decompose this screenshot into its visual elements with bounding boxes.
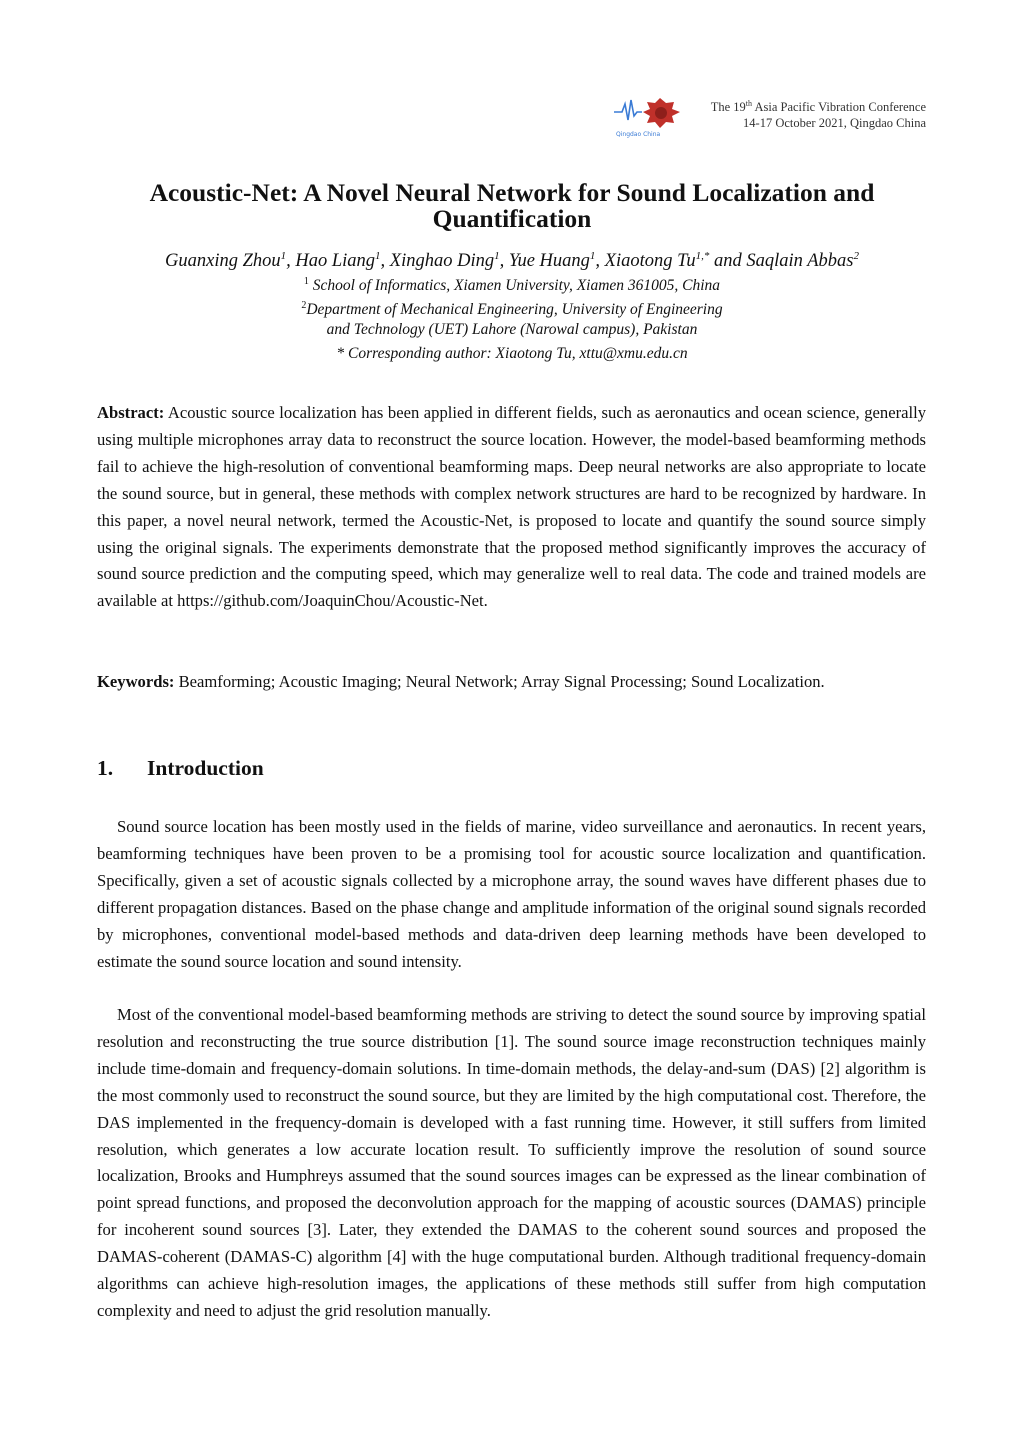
author: Yue Huang$^1$, bbox=[508, 250, 605, 272]
conference-date: 14-17 October 2021, Qingdao China bbox=[743, 116, 926, 131]
corresponding-author: * Corresponding author: Xiaotong Tu, xttu@xmu.edu.cn bbox=[336, 345, 688, 362]
section-number: 1. bbox=[97, 756, 114, 780]
logo-caption: Qingdao China bbox=[616, 131, 661, 138]
conference-name: The 19th Asia Pacific Vibration Conference bbox=[710, 99, 926, 115]
intro-paragraph-1: Sound source location has been mostly used in the fields of marine, video surveillance and aeronautics. In recent years, beamforming techniques have been proven to be a promising tool for acoustic source localization and quantification. Specifically, given a set of acoustic signals collected by a microphone array, the sound waves have different phases due to different propagation distances. Based on the phase change and amplitude information of the original sound signals recorded by microphones, conventional model-based methods and data-driven deep learning methods have been developed to estimate the sound source location and sound intensity. bbox=[97, 817, 926, 971]
affiliation-2-continued: and Technology (UET) Lahore (Narowal campus), Pakistan bbox=[326, 321, 698, 338]
intro-paragraph-2: Most of the conventional model-based beamforming methods are striving to detect the sound source by improving spatial resolution and reconstructing the true source distribution [1]. The sound source image reconstruction techniques mainly include time-domain and frequency-domain solutions. In time-domain methods, the delay-and-sum (DAS) [2] algorithm is the most commonly used to reconstruct the sound source, but they are limited by the high computational cost. Therefore, the DAS implemented in the frequency-domain is developed with a fast running time. However, it still suffers from limited resolution, which generates a low accurate location result. To sufficiently improve the resolution of sound source localization, Brooks and Humphreys assumed that the sound sources images can be expressed as the linear combination of point spread functions, and proposed the deconvolution approach for the mapping of acoustic sources (DAMAS) principle for incoherent sound sources [3]. Later, they extended the DAMAS to the coherent sound sources and proposed the DAMAS-coherent (DAMAS-C) algorithm [4] with the huge computational burden. Although traditional frequency-domain algorithms can achieve high-resolution images, the applications of these methods still suffer from high computation complexity and need to adjust the grid resolution manually. bbox=[97, 1005, 926, 1320]
author: Xiaotong $Tu^{1,*}$ and bbox=[604, 250, 747, 272]
author-list bbox=[60, 244, 964, 273]
keywords-text: Beamforming; Acoustic Imaging; Neural Network; Array Signal Processing; Sound Localization. bbox=[174, 672, 825, 691]
affiliation-2: $^2$Department of Mechanical Engineering, University of Engineering bbox=[301, 300, 723, 319]
author: Hao Liang$^1$, bbox=[295, 250, 390, 272]
affiliation-1: $^1$ School of Informatics, Xiamen University, Xiamen 361005, China bbox=[303, 276, 721, 295]
abstract bbox=[97, 400, 926, 615]
conference-logo-icon bbox=[612, 94, 688, 140]
author: Xinghao Ding$^1$, bbox=[389, 250, 509, 272]
author: Saqlain Abbas$^2$ bbox=[746, 250, 859, 272]
section-title: Introduction bbox=[147, 756, 264, 780]
keywords bbox=[97, 669, 926, 696]
abstract-text: Acoustic source localization has been applied in different fields, such as aeronautics and ocean science, generally using multiple microphones array data to reconstruct the source location. However, the model-based beamforming methods fail to achieve the high-resolution of conventional beamforming maps. Deep neural networks are also appropriate to locate the sound source, but in general, these methods with complex network structures are hard to be recognized by hardware. In this paper, a novel neural network, termed the Acoustic-Net, is proposed to locate and quantify the sound source simply using the original signals. The experiments demonstrate that the proposed method significantly improves the accuracy of sound source prediction and the computing speed, which may generalize well to real data. The code and trained models are available at https://github.com/JoaquinChou/Acoustic-Net. bbox=[97, 403, 926, 611]
keywords-label: Keywords: bbox=[97, 672, 175, 691]
author: Guanxing Zhou$^1$, bbox=[165, 250, 296, 272]
paper-title: Acoustic-Net: A Novel Neural Network for Sound Localization and Quantification bbox=[149, 178, 875, 233]
section-heading bbox=[97, 756, 264, 781]
conference-header bbox=[711, 96, 926, 131]
abstract-label: Abstract: bbox=[97, 403, 165, 422]
